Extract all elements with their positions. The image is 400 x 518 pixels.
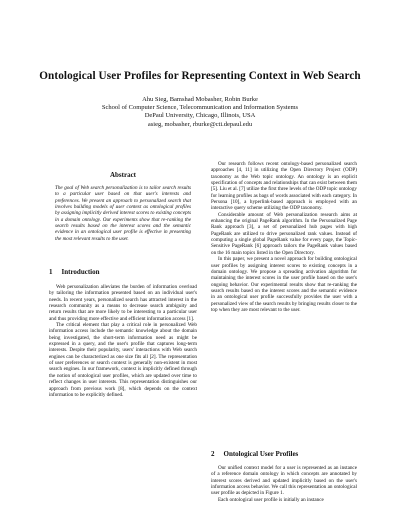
section-2-body [211, 465, 357, 503]
author-emails: asieg, mobasher, rburke@cti.depaul.edu [147, 120, 253, 128]
section-2-title: Ontological User Profiles [223, 450, 299, 458]
section-2-paragraph: Our unified context model for a user is represented as an instance of a reference domain ontology in which concepts are annotated by interest scores derived and updated implicitly based on the user's information access behavior. We call this representation an ontological user profile as depicted in Figure 1. [211, 465, 357, 497]
section-1-paragraph: Web personalization alleviates the burden of information overload by tailoring the information presented based on an individual user's needs. In recent years, personalized search has attracted interest in the research community as a means to decrease search ambiguity and return results that are more likely to be interesting to a particular user and thus providing more effective and efficient information access [1]. [49, 284, 197, 322]
section-2-number: 2 [211, 450, 215, 458]
section-2-heading [211, 450, 298, 458]
section-1-body [49, 284, 197, 398]
right-column-paragraph: In this paper, we present a novel approach for building ontological user profiles by assigning interest scores to existing concepts in a domain ontology. We propose a spreading activation algorithm for maintaining the interest scores in the user profile based on the user's ongoing behavior. Our experimental results show that re-ranking the search results based on the interest scores and the semantic evidence in an ontological user profile successfully provides the user with a personalized view of the search results by bringing results closer to the top when they are most relevant to the user. [211, 256, 357, 313]
author-affiliation: School of Computer Science, Telecommunication and Information Systems [101, 104, 299, 112]
section-1-title: Introduction [61, 268, 100, 276]
right-column-paragraph: Considerable amount of Web personalization research aims at enhancing the original PageRank algorithm. In the Personalized Page Rank approach [3], a set of personalized hub pages with high PageRank are utilized to drive personalized rank values. Instead of computing a single global PageRank value for every page, the Topic-Sensitive PageRank [6] approach tailors the PageRank values based on the 16 main topics listed in the Open Directory. [211, 211, 357, 256]
section-1-paragraph: The critical element that play a critical role in personalized Web information access include the semantic knowledge about the domain being investigated, the short-term information need as might be expressed in a query, and the user's profile that captures long-term interests. Despite their popularity, users' interactions with Web search engines can be characterized as one size fits all [2]. The representation of user preferences or search context is generally non-existent in most search engines. In our framework, context is implicitly defined through the notion of ontological user profiles, which are updated over time to reflect changes in user interests. This representation distinguishes our approach from previous work [8], which depends on the context information to be explicitly defined. [49, 322, 197, 398]
section-1-heading [49, 268, 100, 276]
right-column-body [211, 161, 357, 313]
author-block [0, 96, 400, 129]
author-address: DePaul University, Chicago, Illinois, USA [144, 112, 256, 120]
author-names: Ahu Sieg, Bamshad Mobasher, Robin Burke [142, 96, 258, 103]
paper-title: Ontological User Profiles for Representing Context in Web Search [39, 70, 361, 82]
section-1-number: 1 [49, 268, 53, 276]
right-column-paragraph: Our research follows recent ontology-based personalized search approaches [4, 11] in utilizing the Open Directory Project (ODP) taxonomy as the Web topic ontology. An ontology is an explicit specification of concepts and relationships that can exist between them [5]. Liu et al. [7] utilize the first three levels of the ODP topic ontology for learning profiles as bags of words associated with each category. In Persona [10], a hyperlink-based approach is employed with an interactive query scheme utilizing the ODP taxonomy. [211, 161, 357, 212]
abstract-text: The goal of Web search personalization is to tailor search results to a particular user based on that user's interests and preferences. We present an approach to personalized search that involves building models of user context as ontological profiles by assigning implicitly derived interest scores to existing concepts in a domain ontology. Our experiments show that re-ranking the search results based on the interest scores and the semantic evidence in an ontological user profile is effective in presenting the most relevant results to the user. [55, 185, 191, 242]
abstract-heading: Abstract [109, 171, 137, 179]
section-2-paragraph: Each ontological user profile is initially an instance [218, 496, 324, 503]
